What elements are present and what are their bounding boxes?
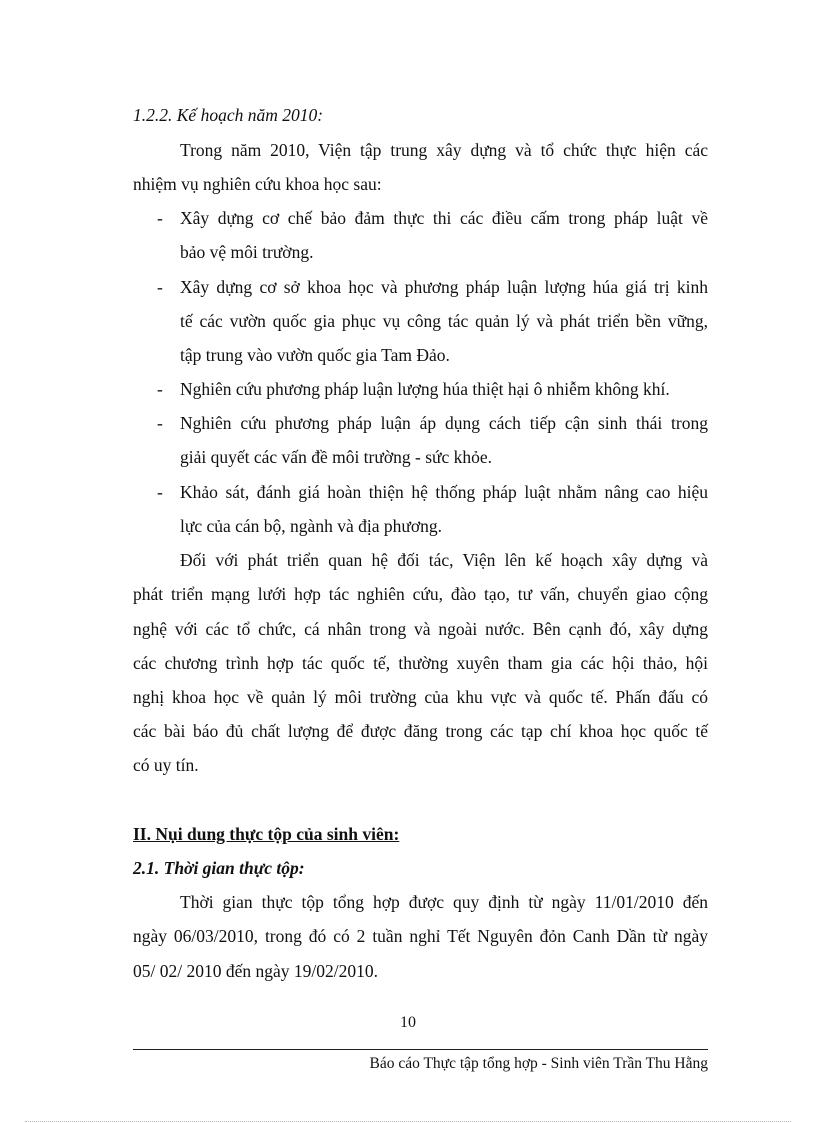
- bullet-5-line-1: Khảo sát, đánh giá hoàn thiện hệ thống pháp luật nhằm nâng cao hiệu: [180, 482, 708, 502]
- internship-time-line-2: ngày 06/03/2010, trong đó có 2 tuần nghỉ Tết Nguyên đỏn Canh Dần từ ngày: [133, 926, 708, 946]
- bullet-marker: -: [157, 413, 163, 433]
- bullet-marker: -: [157, 482, 163, 502]
- bullet-marker: -: [157, 208, 163, 228]
- footer-text: Báo cáo Thực tập tổng hợp - Sinh viên Trần Thu Hằng: [369, 1055, 708, 1072]
- bullet-marker: -: [157, 277, 163, 297]
- section-heading-II: II. Nụi dung thực tộp của sinh viên:: [133, 824, 400, 844]
- internship-time-line-1: Thời gian thực tộp tổng hợp được quy định từ ngày 11/01/2010 đến: [180, 892, 708, 912]
- bullet-2-line-2: tế các vườn quốc gia phục vụ công tác quản lý và phát triển bền vững,: [180, 311, 708, 331]
- bullet-3-line-1: Nghiên cứu phương pháp luận lượng húa thiệt hại ô nhiễm không khí.: [180, 379, 670, 399]
- bullet-marker: -: [157, 379, 163, 399]
- page-bottom-edge: [25, 1121, 791, 1122]
- bullet-4-line-2: giải quyết các vấn đề môi trường - sức khỏe.: [180, 447, 493, 467]
- partnership-paragraph-line-6: các bài báo đủ chất lượng để được đăng trong các tạp chí khoa học quốc tế: [133, 721, 708, 741]
- bullet-4-line-1: Nghiên cứu phương pháp luận áp dụng cách tiếp cận sinh thái trong: [180, 413, 708, 433]
- partnership-paragraph-line-7: có uy tín.: [133, 755, 199, 775]
- partnership-paragraph-line-5: nghị khoa học về quản lý môi trường của khu vực và quốc tế. Phấn đấu có: [133, 687, 708, 707]
- intro-paragraph-line-1: Trong năm 2010, Viện tập trung xây dựng và tổ chức thực hiện các: [180, 140, 708, 160]
- partnership-paragraph-line-3: nghệ với các tổ chức, cá nhân trong và ngoài nước. Bên cạnh đó, xây dựng: [133, 619, 708, 639]
- section-heading-2-1: 2.1. Thời gian thực tộp:: [133, 858, 305, 878]
- bullet-1-line-1: Xây dựng cơ chế bảo đảm thực thi các điều cấm trong pháp luật về: [180, 208, 708, 228]
- internship-time-line-3: 05/ 02/ 2010 đến ngày 19/02/2010.: [133, 961, 378, 981]
- bullet-2-line-1: Xây dựng cơ sở khoa học và phương pháp luận lượng húa giá trị kinh: [180, 277, 708, 297]
- partnership-paragraph-line-4: các chương trình hợp tác quốc tế, thường xuyên tham gia các hội thảo, hội: [133, 653, 708, 673]
- intro-paragraph-line-2: nhiệm vụ nghiên cứu khoa học sau:: [133, 174, 382, 194]
- bullet-1-line-2: bảo vệ môi trường.: [180, 242, 314, 262]
- bullet-5-line-2: lực của cán bộ, ngành và địa phương.: [180, 516, 442, 536]
- partnership-paragraph-line-2: phát triển mạng lưới hợp tác nghiên cứu, đào tạo, tư vấn, chuyển giao cộng: [133, 584, 708, 604]
- partnership-paragraph-line-1: Đối với phát triển quan hệ đối tác, Viện lên kế hoạch xây dựng và: [180, 550, 708, 570]
- page-number: 10: [400, 1014, 416, 1031]
- section-heading-1-2-2: 1.2.2. Kế hoạch năm 2010:: [133, 105, 324, 125]
- footer-divider: [133, 1049, 708, 1050]
- bullet-2-line-3: tập trung vào vườn quốc gia Tam Đảo.: [180, 345, 450, 365]
